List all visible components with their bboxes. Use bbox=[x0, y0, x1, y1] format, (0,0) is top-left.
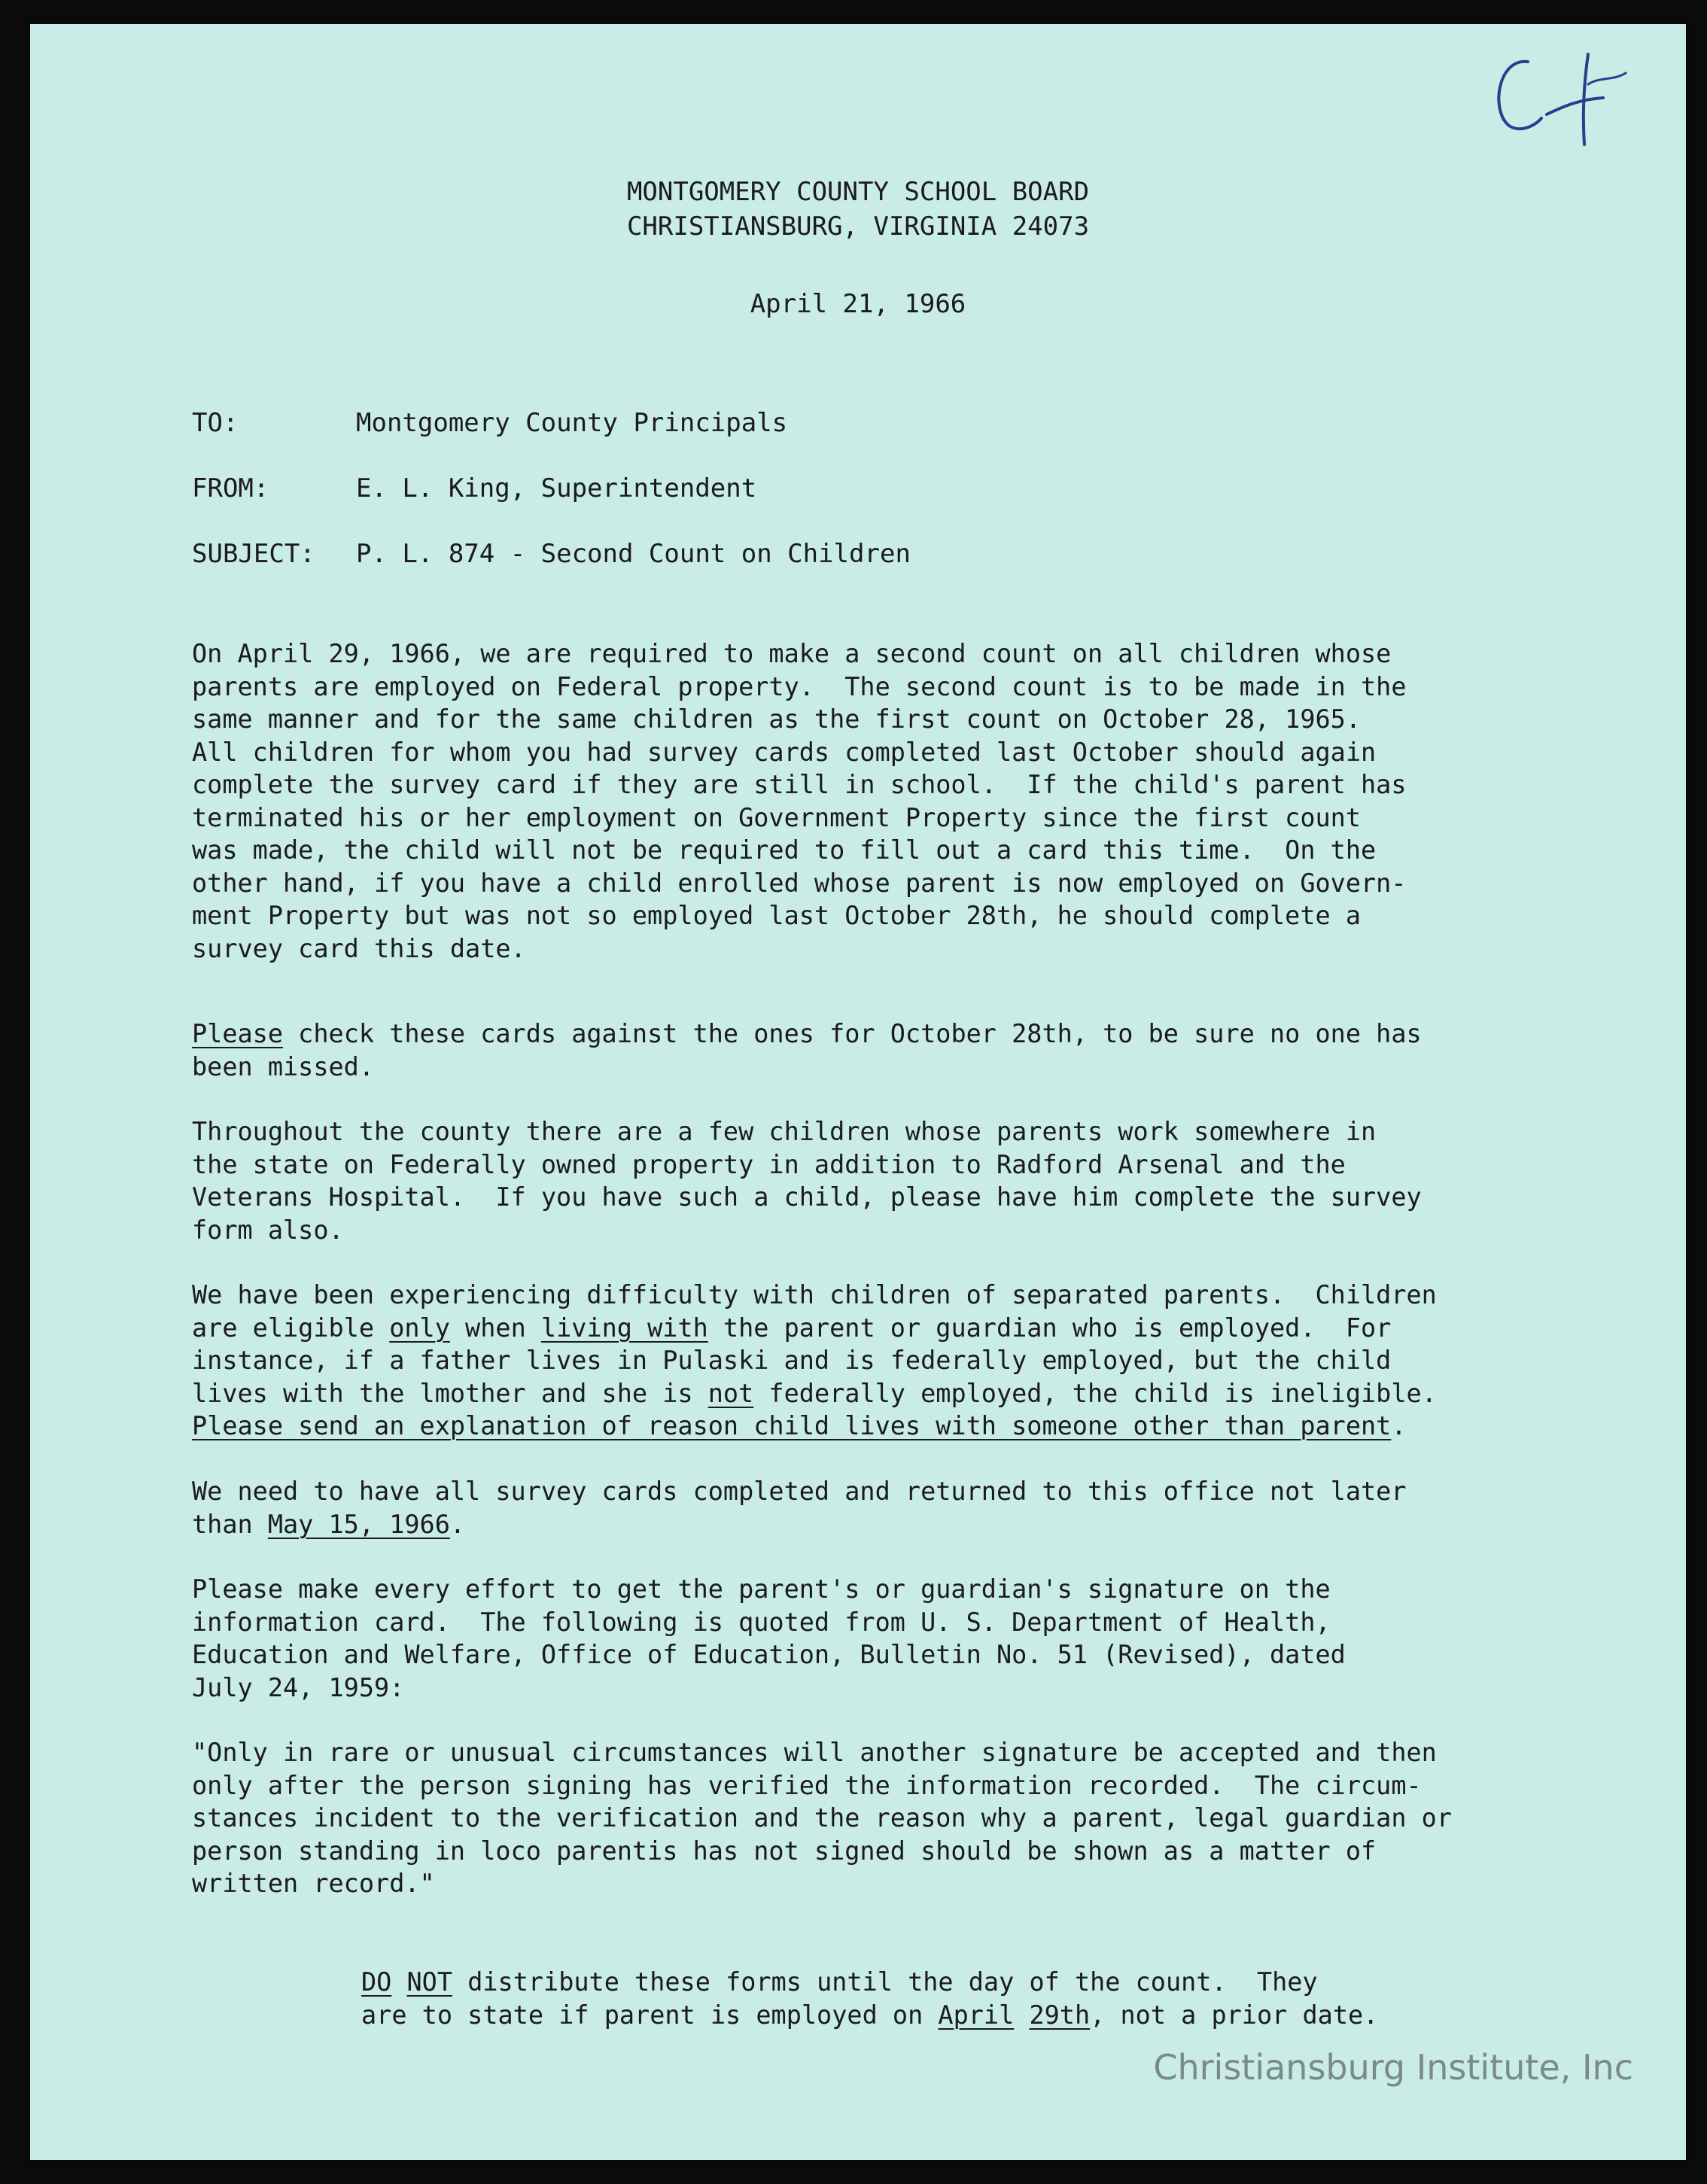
underlined-text: Please send an explanation of reason child lives with someone other than parent bbox=[192, 1411, 1392, 1440]
text-run: check these cards against the ones for October 28th, to be sure no one has bbox=[283, 1019, 1422, 1048]
text-line bbox=[361, 1999, 1535, 2032]
letterhead-line-2: CHRISTIANSBURG, VIRGINIA 24073 bbox=[626, 211, 1090, 242]
text-line bbox=[192, 1377, 1547, 1410]
underlined-text: not bbox=[707, 1378, 754, 1408]
to-label: TO: bbox=[192, 408, 239, 438]
letterhead-line-1: MONTGOMERY COUNTY SCHOOL BOARD bbox=[626, 177, 1090, 207]
text-line: form also. bbox=[192, 1215, 344, 1245]
text-line: We have been experiencing difficulty with children of separated parents. Children bbox=[192, 1280, 1437, 1309]
text-run: federally employed, the child is ineligible. bbox=[753, 1378, 1437, 1408]
text-line: ment Property but was not so employed last October 28th, he should complete a bbox=[192, 901, 1361, 930]
text-line: only after the person signing has verified the information recorded. The circum- bbox=[192, 1770, 1422, 1800]
text-line: the state on Federally owned property in addition to Radford Arsenal and the bbox=[192, 1149, 1346, 1179]
text-line bbox=[192, 1017, 1547, 1051]
paragraph-3 bbox=[192, 1115, 1547, 1246]
from-row bbox=[192, 473, 756, 503]
paragraph-5 bbox=[192, 1475, 1547, 1541]
watermark: Christiansburg Institute, Inc bbox=[1153, 2047, 1633, 2088]
paragraph-2 bbox=[192, 1017, 1547, 1083]
to-value: Montgomery County Principals bbox=[356, 408, 788, 438]
text-line: All children for whom you had survey cards completed last October should again bbox=[192, 737, 1377, 767]
underlined-text: 29th bbox=[1029, 2000, 1091, 2030]
memo-page bbox=[30, 24, 1686, 2160]
text-line: stances incident to the verification and the reason why a parent, legal guardian or bbox=[192, 1803, 1453, 1833]
text-line bbox=[361, 1966, 1535, 1999]
underlined-text: Please bbox=[192, 1019, 284, 1048]
text-run: . bbox=[449, 1509, 466, 1539]
text-run: distribute these forms until the day of the count. They bbox=[452, 1967, 1318, 1997]
text-run: are to state if parent is employed on bbox=[361, 2000, 939, 2030]
letterhead bbox=[30, 175, 1686, 244]
memo-date: April 21, 1966 bbox=[750, 289, 966, 319]
text-line: Education and Welfare, Office of Education, Bulletin No. 51 (Revised), dated bbox=[192, 1640, 1346, 1669]
text-run: the parent or guardian who is employed. For bbox=[707, 1313, 1392, 1343]
text-line: person standing in loco parentis has not signed should be shown as a matter of bbox=[192, 1836, 1377, 1866]
subject-row bbox=[192, 539, 911, 569]
underlined-text: April bbox=[938, 2000, 1015, 2030]
subject-value: P. L. 874 - Second Count on Children bbox=[356, 539, 911, 569]
paragraph-1 bbox=[192, 637, 1547, 965]
paragraph-4 bbox=[192, 1279, 1547, 1443]
text-line: "Only in rare or unusual circumstances will another signature be accepted and then bbox=[192, 1738, 1437, 1767]
text-line: Please make every effort to get the parent's or guardian's signature on the bbox=[192, 1574, 1331, 1604]
text-line: Veterans Hospital. If you have such a child, please have him complete the survey bbox=[192, 1182, 1422, 1212]
text-line: information card. The following is quoted from U. S. Department of Health, bbox=[192, 1607, 1331, 1637]
text-line bbox=[192, 1410, 1547, 1443]
text-line: written record." bbox=[192, 1869, 435, 1898]
text-line: complete the survey card if they are still in school. If the child's parent has bbox=[192, 770, 1407, 799]
underlined-text: DO bbox=[361, 1967, 392, 1997]
text-run: lives with the lmother and she is bbox=[192, 1378, 708, 1408]
subject-label: SUBJECT: bbox=[192, 539, 315, 569]
to-row bbox=[192, 408, 787, 438]
text-line: been missed. bbox=[192, 1051, 375, 1081]
text-line: We need to have all survey cards completed and returned to this office not later bbox=[192, 1477, 1407, 1506]
text-line bbox=[192, 1508, 1547, 1541]
text-line: parents are employed on Federal property. The second count is to be made in the bbox=[192, 671, 1407, 701]
text-line: Throughout the county there are a few children whose parents work somewhere in bbox=[192, 1117, 1377, 1146]
underlined-text: May 15, 1966 bbox=[267, 1509, 450, 1539]
text-line: other hand, if you have a child enrolled whose parent is now employed on Govern- bbox=[192, 868, 1407, 898]
text-line: same manner and for the same children as the first count on October 28, 1965. bbox=[192, 704, 1361, 734]
paragraph-6 bbox=[192, 1573, 1547, 1704]
handwritten-mark-icon bbox=[1475, 39, 1648, 152]
text-run: are eligible bbox=[192, 1313, 390, 1343]
text-line: survey card this date. bbox=[192, 933, 526, 963]
text-run: when bbox=[449, 1313, 541, 1343]
text-line: terminated his or her employment on Government Property since the first count bbox=[192, 802, 1361, 832]
underlined-text: living with bbox=[540, 1313, 708, 1343]
paragraph-7-quote bbox=[192, 1736, 1547, 1900]
paragraph-8-notice bbox=[361, 1966, 1535, 2031]
text-line: July 24, 1959: bbox=[192, 1672, 405, 1702]
underlined-text: NOT bbox=[406, 1967, 453, 1997]
text-line bbox=[192, 1312, 1547, 1345]
text-line: instance, if a father lives in Pulaski and is federally employed, but the child bbox=[192, 1346, 1392, 1375]
text-run: . bbox=[1391, 1411, 1407, 1440]
underlined-text: only bbox=[389, 1313, 450, 1343]
text-run: , not a prior date. bbox=[1090, 2000, 1379, 2030]
from-value: E. L. King, Superintendent bbox=[356, 473, 757, 503]
text-run: than bbox=[192, 1509, 268, 1539]
text-line: was made, the child will not be required to fill out a card this time. On the bbox=[192, 835, 1377, 865]
text-line: On April 29, 1966, we are required to make a second count on all children whose bbox=[192, 639, 1392, 668]
from-label: FROM: bbox=[192, 473, 269, 503]
